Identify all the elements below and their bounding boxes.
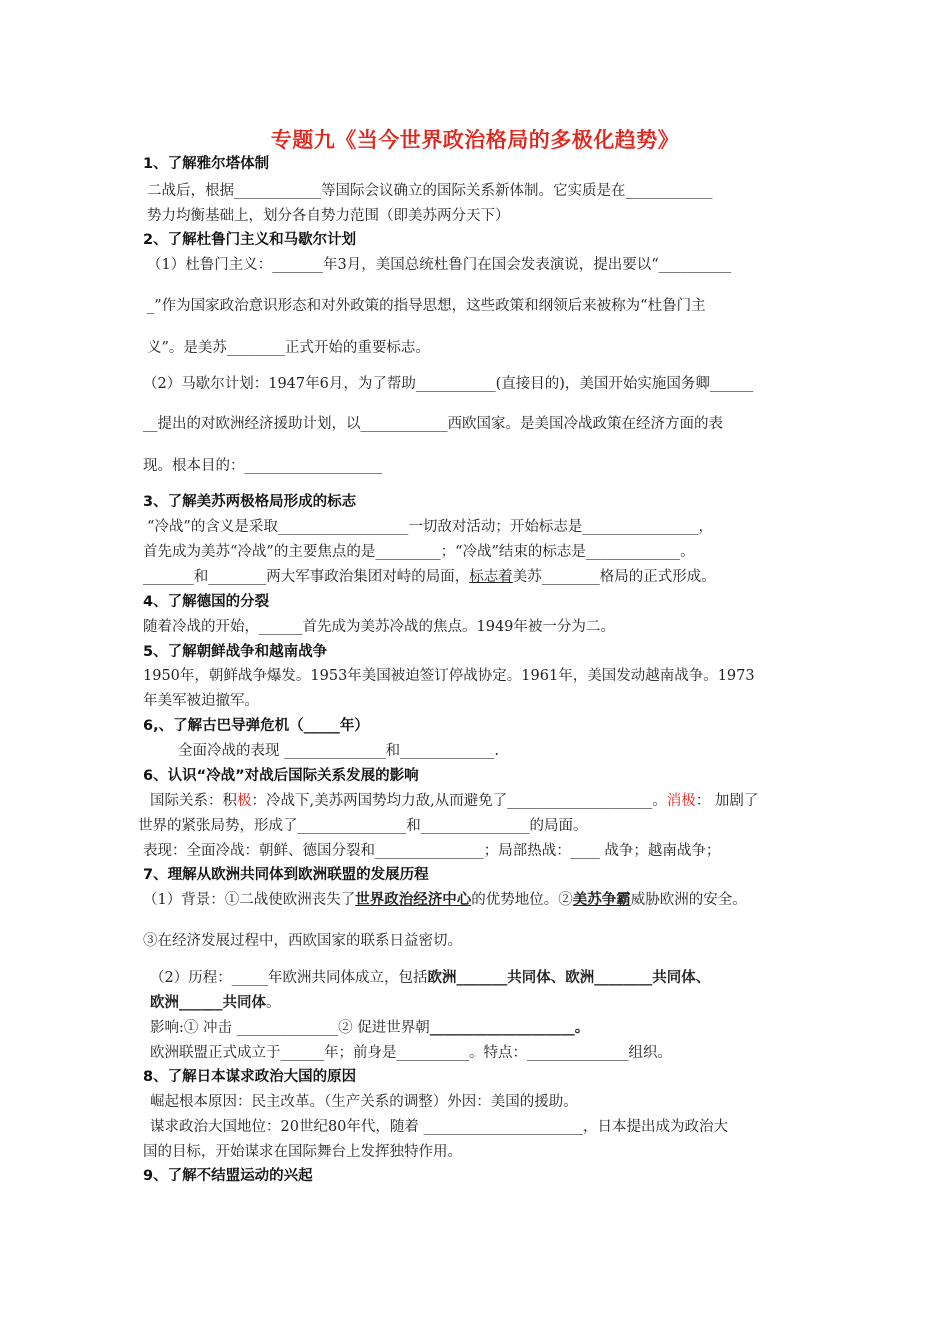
s2-line-3: 义”。是美苏________正式开始的重要标志。 xyxy=(147,340,430,356)
s6b-line-2: 世界的紧张局势，形成了_______________和_______________的局面。 xyxy=(138,818,588,834)
s8-line-1: 崛起根本原因：民主改革。（生产关系的调整）外因：美国的援助。 xyxy=(150,1094,578,1110)
s2-line-4: （2）马歇尔计划：1947年6月，为了帮助___________(直接目的)，美国开始实施国务卿______ xyxy=(143,376,754,392)
s3-line-2: 首先成为美苏“冷战”的主要焦点的是_________；“冷战”结束的标志是_____________。 xyxy=(143,544,695,560)
s4-line-1: 随着冷战的开始，______首先成为美苏冷战的焦点。1949年被一分为二。 xyxy=(143,619,615,635)
s7-line-3-b: 欧洲_______共同体、欧洲________共同体、 xyxy=(427,970,711,986)
s8-line-3: 国的目标，开始谋求在国际舞台上发挥独特作用。 xyxy=(143,1144,462,1160)
s3-line-3-c: 美苏________格局的正式形成。 xyxy=(512,569,716,585)
s7-line-6: 欧洲联盟正式成立于______年；前身是__________。特点：______________组织。 xyxy=(150,1045,672,1061)
s5-line-1: 1950年，朝鲜战争爆发。1953年美国被迫签订停战协定。1961年，美国发动越南战争。1973 xyxy=(143,668,755,684)
s6b-line-1-c: ：冷战下,美苏两国势均力敌,从而避免了____________________。 xyxy=(251,793,667,809)
heading-6b: 6、认识“冷战”对战后国际关系发展的影响 xyxy=(143,768,419,784)
s6b-line-3: 表现：全面冷战：朝鲜、德国分裂和_______________；局部热战：____ 战争；越南战争； xyxy=(143,843,721,859)
s2-line-1: （1）杜鲁门主义：_______年3月，美国总统杜鲁门在国会发表演说，提出要以“__________ xyxy=(147,257,732,273)
s6b-line-1-e: ： 加剧了 xyxy=(695,793,759,809)
s7-line-3-a: （2）历程：_____年欧洲共同体成立，包括 xyxy=(150,970,428,986)
s7-line-2: ③在经济发展过程中，西欧国家的联系日益密切。 xyxy=(143,933,462,949)
s6b-line-1-a: 国际关系：积 xyxy=(150,793,237,809)
s7-line-5 xyxy=(150,1016,589,1037)
s7-line-5-a: 影响:① 冲击 ______________② 促进世界朝 xyxy=(150,1020,430,1036)
heading-4: 4、了解德国的分裂 xyxy=(143,594,270,610)
s7-line-3 xyxy=(150,966,710,987)
heading-3: 3、了解美苏两极格局形成的标志 xyxy=(143,494,357,510)
s3-line-3 xyxy=(143,565,716,586)
s2-line-5: __提出的对欧洲经济援助计划，以____________西欧国家。是美国冷战政策在经济方面的表 xyxy=(143,416,723,432)
heading-9: 9、了解不结盟运动的兴起 xyxy=(143,1168,313,1184)
s7-line-4-a: 欧洲______共同体 xyxy=(150,995,266,1011)
s3-line-1: “冷战”的含义是采取__________________一切敌对活动；开始标志是________________， xyxy=(147,519,713,535)
s7-line-4-end: 。 xyxy=(266,995,281,1011)
s5-line-2: 年美军被迫撤军。 xyxy=(143,693,259,709)
s6b-line-1-d: 消极 xyxy=(666,793,696,809)
s1-line-1: 二战后，根据____________等国际会议确立的国际关系新体制。它实质是在____________ xyxy=(147,183,713,199)
s2-line-2: _”作为国家政治意识形态和对外政策的指导思想，这些政策和纲领后来被称为“杜鲁门主 xyxy=(147,298,706,314)
s7-line-5-b: ____________________。 xyxy=(429,1020,590,1036)
heading-1: 1、了解雅尔塔体制 xyxy=(143,156,270,172)
heading-6a: 6,、了解古巴导弹危机（_____年） xyxy=(143,718,369,734)
s8-line-2: 谋求政治大国地位：20世纪80年代，随着 ______________________，日本提出成为政治大 xyxy=(150,1119,729,1135)
s7-line-1-a: （1）背景：①二战使欧洲丧失了 xyxy=(143,892,356,908)
s7-line-4 xyxy=(150,991,281,1012)
s2-line-6: 现。根本目的：___________________ xyxy=(143,458,383,474)
s6b-line-1-b: 极 xyxy=(237,793,252,809)
heading-8: 8、了解日本谋求政治大国的原因 xyxy=(143,1069,357,1085)
s6b-line-1 xyxy=(150,789,758,810)
heading-7: 7、理解从欧洲共同体到欧洲联盟的发展历程 xyxy=(143,867,429,883)
s1-line-2: 势力均衡基础上，划分各自势力范围（即美苏两分天下） xyxy=(147,208,510,224)
s7-line-1-b: 世界政治经济中心 xyxy=(355,892,472,908)
heading-5: 5、了解朝鲜战争和越南战争 xyxy=(143,644,328,660)
s7-line-1-c: 的优势地位。② xyxy=(471,892,573,908)
s3-line-3-b: 标志着 xyxy=(469,569,513,585)
s7-line-1-e: 威胁欧洲的安全。 xyxy=(630,892,747,908)
s3-line-3-a: _______和________两大军事政治集团对峙的局面， xyxy=(143,569,470,585)
s7-line-1-d: 美苏争霸 xyxy=(572,892,631,908)
s7-line-1 xyxy=(143,888,747,909)
heading-2: 2、了解杜鲁门主义和马歇尔计划 xyxy=(143,232,357,248)
s6a-line-1: 全面冷战的表现 ______________和_____________. xyxy=(178,743,499,759)
page-title: 专题九《当今世界政治格局的多极化趋势》 xyxy=(270,128,680,152)
